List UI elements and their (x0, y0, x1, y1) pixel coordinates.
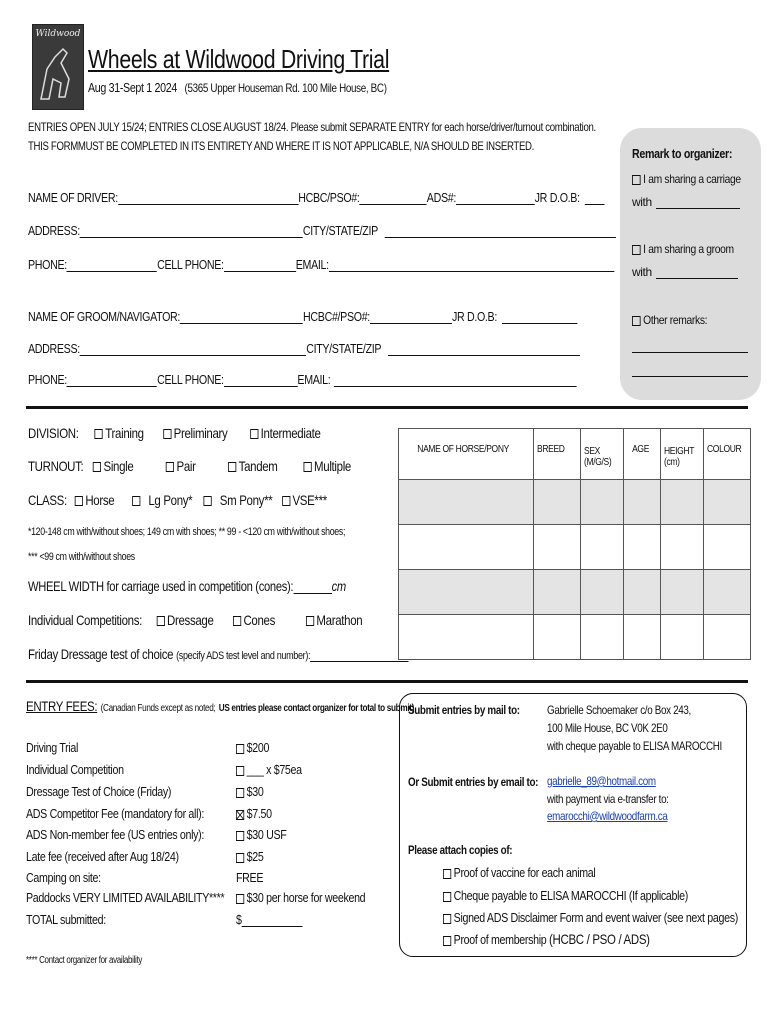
remark-carriage-with-label: with (632, 195, 652, 209)
class-lg-pony-label: Lg Pony* (148, 492, 193, 508)
checkbox[interactable] (632, 316, 641, 326)
driver-ads-label: ADS#: (426, 190, 456, 205)
checkbox[interactable] (236, 788, 244, 798)
groom-name-label: NAME OF GROOM/NAVIGATOR: (28, 309, 181, 324)
driver-jr-label: JR D.O.B: (534, 190, 580, 205)
groom-row-2 (28, 341, 580, 356)
checkbox[interactable] (632, 245, 641, 255)
fee-value (236, 912, 302, 927)
cell[interactable] (661, 570, 704, 615)
checkbox[interactable] (236, 894, 244, 904)
remark-carriage[interactable] (632, 172, 741, 186)
division-label: DIVISION: (28, 425, 79, 441)
cell[interactable] (581, 570, 624, 615)
cell[interactable] (399, 615, 534, 660)
turnout-tandem[interactable] (228, 458, 278, 474)
fee-value-text: $7.50 (246, 806, 272, 821)
driver-city-field[interactable] (384, 225, 615, 238)
class-horse[interactable] (75, 492, 115, 508)
mail-line-1: Gabrielle Schoemaker c/o Box 243, (547, 703, 691, 717)
cell[interactable] (704, 525, 751, 570)
division-intermediate-label: Intermediate (260, 425, 321, 441)
table-row[interactable] (399, 615, 751, 660)
driver-email-label: EMAIL: (295, 257, 329, 272)
individual-dressage-label: Dressage (167, 612, 214, 628)
groom-hcbc-field[interactable] (370, 311, 452, 324)
checkbox[interactable] (132, 496, 140, 506)
individual-cones[interactable] (233, 612, 275, 628)
driver-name-label: NAME OF DRIVER: (28, 190, 118, 205)
division-intermediate[interactable] (250, 425, 321, 441)
fee-label: Late fee (received after Aug 18/24) (26, 849, 179, 864)
division-preliminary-label: Preliminary (173, 425, 228, 441)
col-sex (581, 429, 624, 480)
driver-address-label: ADDRESS: (28, 223, 80, 238)
vse-note: *** <99 cm with/without shoes (28, 551, 135, 563)
cell[interactable] (661, 480, 704, 525)
checkbox[interactable] (233, 616, 241, 626)
email-line-2: with payment via e-transfer to: (547, 792, 669, 806)
cell[interactable] (534, 480, 581, 525)
fee-value-text: FREE (236, 870, 264, 885)
groom-row-3 (28, 372, 576, 387)
col-name (399, 429, 534, 480)
driver-address-field[interactable] (80, 225, 303, 238)
checkbox[interactable] (443, 869, 451, 879)
groom-jr-label: JR D.O.B: (451, 309, 497, 324)
logo (32, 24, 84, 110)
groom-hcbc-label: HCBC#/PSO#: (303, 309, 370, 324)
size-note: *120-148 cm with/without shoes; 149 cm with shoes; ** 99 - <120 cm with/without shoes; (28, 526, 346, 538)
page-title: Wheels at Wildwood Driving Trial (88, 44, 390, 74)
col-breed (534, 429, 581, 480)
remark-other-label: Other remarks: (643, 313, 708, 327)
division-training[interactable] (95, 425, 144, 441)
individual-dressage[interactable] (156, 612, 213, 628)
checkbox[interactable] (236, 853, 244, 863)
fee-label: ADS Competitor Fee (mandatory for all): (26, 806, 204, 821)
cell[interactable] (581, 615, 624, 660)
individual-row (28, 612, 362, 628)
fee-value[interactable] (236, 849, 263, 864)
individual-marathon[interactable] (306, 612, 363, 628)
event-dates: Aug 31-Sept 1 2024 (88, 80, 177, 95)
driver-phone-label: PHONE: (28, 257, 67, 272)
friday-label: Friday Dressage test of choice (28, 646, 174, 662)
fees-note-a: (Canadian Funds except as noted; (100, 703, 216, 714)
cell[interactable] (534, 570, 581, 615)
fee-value[interactable] (236, 740, 269, 755)
remark-carriage-label: I am sharing a carriage (643, 172, 741, 186)
cell[interactable] (624, 480, 661, 525)
driver-row-3 (28, 257, 614, 272)
mail-line-2: 100 Mile House, BC V0K 2E0 (547, 721, 668, 735)
fee-row (26, 762, 124, 777)
horse-table (398, 428, 751, 660)
table-row[interactable] (399, 480, 751, 525)
cell[interactable] (704, 570, 751, 615)
cell[interactable] (704, 615, 751, 660)
section-divider-1 (26, 406, 748, 409)
cell[interactable] (534, 525, 581, 570)
fee-label: Individual Competition (26, 762, 124, 777)
fee-value-text: $25 (246, 849, 264, 864)
individual-marathon-label: Marathon (316, 612, 363, 628)
turnout-label: TURNOUT: (28, 458, 84, 474)
table-row[interactable] (399, 525, 751, 570)
groom-phone-label: PHONE: (28, 372, 67, 387)
wheel-width-field[interactable] (293, 581, 331, 594)
driver-row-2 (28, 223, 616, 238)
col-sex-label: SEX (M/G/S) (584, 446, 612, 468)
fee-value[interactable] (236, 762, 302, 777)
cell[interactable] (399, 570, 534, 615)
fee-value[interactable] (236, 806, 272, 821)
remark-groom-with[interactable] (632, 265, 738, 279)
turnout-single-label: Single (103, 458, 134, 474)
other-remarks-line-2[interactable] (632, 376, 748, 377)
turnout-tandem-label: Tandem (238, 458, 278, 474)
footnote-mark: **** (26, 955, 38, 966)
fee-value[interactable] (236, 784, 263, 799)
turnout-pair-label: Pair (176, 458, 196, 474)
fees-title: ENTRY FEES: (26, 698, 98, 714)
driver-hcbc-label: HCBC/PSO#: (298, 190, 360, 205)
mail-label: Submit entries by mail to: (408, 703, 520, 717)
col-name-label: NAME OF HORSE/PONY (417, 444, 509, 455)
checkbox[interactable] (443, 892, 451, 902)
fee-value[interactable] (236, 890, 365, 905)
driver-name-field[interactable] (118, 192, 298, 205)
fee-label: TOTAL submitted: (26, 912, 106, 927)
checkbox[interactable] (166, 462, 174, 472)
checkbox[interactable] (163, 429, 171, 439)
remark-other[interactable] (632, 313, 707, 327)
cell[interactable] (581, 525, 624, 570)
checkbox[interactable] (95, 429, 103, 439)
fee-label: ADS Non-member fee (US entries only): (26, 827, 205, 842)
col-colour-label: COLOUR (707, 444, 742, 455)
driver-city-label: CITY/STATE/ZIP (302, 223, 378, 238)
class-row (28, 492, 327, 508)
attach-item-vaccine[interactable] (443, 865, 595, 880)
turnout-single[interactable] (93, 458, 134, 474)
logo-text: Wildwood (35, 29, 81, 39)
total-field[interactable] (242, 914, 303, 927)
fee-row (26, 827, 204, 842)
remark-groom-label: I am sharing a groom (643, 242, 734, 256)
carriage-with-field[interactable] (656, 196, 740, 209)
remark-title: Remark to organizer: (632, 146, 733, 161)
fee-label: Camping on site: (26, 870, 101, 885)
membership-suffix: (HCBC / PSO / ADS) (549, 931, 650, 947)
fee-value-text: $30 per horse for weekend (246, 890, 366, 905)
footnote-text: Contact organizer for availability (39, 955, 143, 966)
cell[interactable] (624, 525, 661, 570)
friday-note: (specify ADS test level and number): (176, 650, 311, 662)
groom-cell-field[interactable] (224, 374, 298, 387)
checkbox[interactable] (236, 831, 244, 841)
individual-label: Individual Competitions: (28, 612, 143, 628)
driver-phone-field[interactable] (67, 259, 157, 272)
fee-value-text: $30 USF (246, 827, 287, 842)
attach-item-cheque[interactable] (443, 888, 688, 903)
attach-membership-label: Proof of membership (453, 932, 547, 947)
turnout-row (28, 458, 351, 474)
fees-footnote (26, 955, 142, 966)
turnout-multiple-label: Multiple (314, 458, 351, 474)
driver-email-field[interactable] (329, 259, 614, 272)
cell[interactable] (624, 615, 661, 660)
cell[interactable] (661, 615, 704, 660)
checkbox[interactable] (443, 914, 451, 924)
fee-value-text: $ (236, 912, 242, 927)
driver-cell-field[interactable] (224, 259, 296, 272)
checkbox[interactable] (203, 496, 211, 506)
driver-ads-field[interactable] (456, 192, 535, 205)
checkbox[interactable] (306, 616, 314, 626)
checkbox[interactable] (156, 616, 164, 626)
checkbox[interactable] (632, 175, 641, 185)
col-height (661, 429, 704, 480)
col-breed-label: BREED (537, 444, 565, 455)
attach-item-membership[interactable] (443, 931, 650, 947)
intro-line-2: THIS FORMMUST BE COMPLETED IN ITS ENTIRETY AND WHERE IT IS NOT APPLICABLE, N/A SHOULD BE INSERTED. (28, 139, 534, 153)
driver-hcbc-field[interactable] (360, 192, 427, 205)
fee-row (26, 870, 101, 885)
individual-cones-label: Cones (243, 612, 276, 628)
wheel-width-label: WHEEL WIDTH for carriage used in competition (cones): (28, 578, 294, 594)
remark-panel (620, 128, 761, 400)
col-colour (704, 429, 751, 480)
checkbox[interactable] (250, 429, 258, 439)
remark-groom[interactable] (632, 242, 734, 256)
cell[interactable] (661, 525, 704, 570)
fee-label: Driving Trial (26, 740, 79, 755)
division-training-label: Training (105, 425, 144, 441)
attach-cheque-label: Cheque payable to ELISA MAROCCHI (If applicable) (453, 888, 688, 903)
attach-label: Please attach copies of: (408, 843, 513, 857)
attach-item-disclaimer[interactable] (443, 910, 738, 925)
event-location: (5365 Upper Houseman Rd. 100 Mile House, BC) (184, 81, 387, 95)
class-sm-pony[interactable] (203, 492, 272, 508)
groom-email-field[interactable] (334, 374, 577, 387)
groom-jr-field[interactable] (502, 311, 577, 324)
checkbox[interactable] (303, 462, 311, 472)
checkbox[interactable] (228, 462, 236, 472)
fee-value (236, 870, 263, 885)
driver-row-1 (28, 190, 604, 205)
wheel-width-row (28, 578, 346, 594)
cell[interactable] (399, 480, 534, 525)
driver-jr-field[interactable] (585, 192, 605, 205)
groom-row-1 (28, 309, 577, 324)
organizer-email-link[interactable]: gabrielle_89@hotmail.com (547, 774, 656, 788)
checkbox[interactable] (75, 496, 83, 506)
groom-city-label: CITY/STATE/ZIP (306, 341, 382, 356)
remark-groom-with-label: with (632, 265, 652, 279)
class-vse-label: VSE*** (292, 492, 327, 508)
fee-value-text: $30 (246, 784, 264, 799)
wheel-width-unit: cm (331, 578, 346, 594)
attach-disclaimer-label: Signed ADS Disclaimer Form and event waiver (see next pages) (453, 910, 738, 925)
groom-with-field[interactable] (656, 266, 738, 279)
groom-address-label: ADDRESS: (28, 341, 80, 356)
attach-vaccine-label: Proof of vaccine for each animal (453, 865, 596, 880)
fee-row (26, 890, 224, 905)
checkbox[interactable] (236, 744, 244, 754)
other-remarks-line-1[interactable] (632, 352, 748, 353)
fee-label: Dressage Test of Choice (Friday) (26, 784, 172, 799)
class-sm-pony-label: Sm Pony** (219, 492, 273, 508)
groom-cell-label: CELL PHONE: (157, 372, 224, 387)
fee-label: Paddocks VERY LIMITED AVAILABILITY**** (26, 890, 225, 905)
col-age-label: AGE (632, 444, 650, 455)
email-label: Or Submit entries by email to: (408, 775, 539, 789)
friday-test-field[interactable] (310, 649, 408, 662)
checked-box-icon[interactable] (236, 810, 244, 820)
cell[interactable] (624, 570, 661, 615)
turnout-multiple[interactable] (303, 458, 351, 474)
remark-carriage-with[interactable] (632, 195, 740, 209)
cell[interactable] (704, 480, 751, 525)
cell[interactable] (534, 615, 581, 660)
cell[interactable] (399, 525, 534, 570)
checkbox[interactable] (236, 766, 244, 776)
fees-note-b: US entries please contact organizer for total to submit) (218, 703, 415, 714)
section-divider-2 (26, 680, 748, 683)
checkbox[interactable] (282, 496, 290, 506)
groom-phone-field[interactable] (67, 374, 157, 387)
class-lg-pony[interactable] (132, 492, 192, 508)
fee-row (26, 806, 204, 821)
col-age (624, 429, 661, 480)
intro-line-1: ENTRIES OPEN JULY 15/24; ENTRIES CLOSE AUGUST 18/24. Please submit SEPARATE ENTRY for each horse/driver/turnout combination. (28, 120, 596, 134)
friday-row (28, 646, 409, 662)
class-vse[interactable] (282, 492, 327, 508)
class-horse-label: Horse (85, 492, 115, 508)
fee-value[interactable] (236, 827, 286, 842)
groom-name-field[interactable] (180, 311, 303, 324)
fee-value-text: ___ x $75ea (246, 762, 302, 777)
event-dates-line (88, 80, 387, 95)
class-label: CLASS: (28, 492, 67, 508)
etransfer-email-link[interactable]: emarocchi@wildwoodfarm.ca (547, 809, 668, 823)
groom-email-label: EMAIL: (297, 372, 331, 387)
fee-row (26, 912, 106, 927)
division-row (28, 425, 321, 441)
horse-logo-icon (33, 39, 83, 109)
turnout-pair[interactable] (166, 458, 196, 474)
fee-row (26, 849, 179, 864)
driver-cell-label: CELL PHONE: (157, 257, 224, 272)
fee-row (26, 740, 78, 755)
fee-value-text: $200 (246, 740, 270, 755)
fee-row (26, 784, 171, 799)
division-preliminary[interactable] (163, 425, 227, 441)
horse-table-header (399, 429, 751, 480)
col-height-label: HEIGHT (cm) (664, 446, 695, 468)
table-row[interactable] (399, 570, 751, 615)
groom-address-field[interactable] (80, 343, 306, 356)
fees-header (26, 698, 414, 716)
groom-city-field[interactable] (388, 343, 580, 356)
mail-line-3: with cheque payable to ELISA MAROCCHI (547, 739, 722, 753)
cell[interactable] (581, 480, 624, 525)
checkbox[interactable] (443, 936, 451, 946)
checkbox[interactable] (93, 462, 101, 472)
